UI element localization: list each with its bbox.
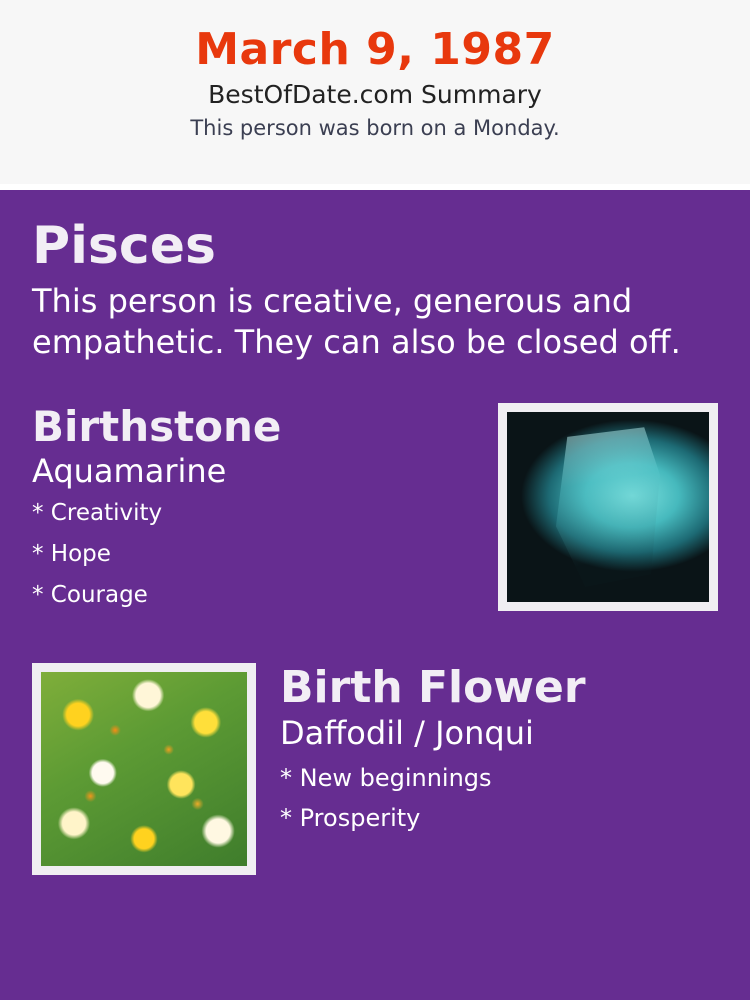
site-summary-label: BestOfDate.com Summary <box>208 80 542 110</box>
aquamarine-crystal-photo <box>507 412 709 602</box>
birthstone-name: Aquamarine <box>32 452 227 491</box>
birth-flower-name: Daffodil / Jonqui <box>280 714 534 753</box>
page-title: March 9, 1987 <box>195 24 555 75</box>
zodiac-description: This person is creative, generous and empathetic. They can also be closed off. <box>32 282 681 362</box>
birth-flower-text <box>280 663 718 831</box>
birthstone-image-frame <box>498 403 718 611</box>
birthstone-title: Birthstone <box>32 402 282 452</box>
content-panel <box>0 190 750 1000</box>
birth-flower-section <box>32 663 718 875</box>
birthstone-text <box>32 403 462 608</box>
header <box>0 0 750 184</box>
birthstone-trait: * Creativity <box>32 499 163 526</box>
birth-flower-title: Birth Flower <box>280 662 586 714</box>
daffodil-flowers-photo <box>41 672 247 866</box>
zodiac-sign-title: Pisces <box>32 216 216 276</box>
birth-flower-trait: * New beginnings <box>280 763 492 792</box>
birthstone-trait: * Hope <box>32 540 111 567</box>
birth-weekday-note: This person was born on a Monday. <box>190 116 560 141</box>
birth-flower-trait: * Prosperity <box>280 804 421 833</box>
birthstone-section <box>32 403 718 633</box>
birthstone-trait: * Courage <box>32 582 148 609</box>
birth-flower-image-frame <box>32 663 256 875</box>
